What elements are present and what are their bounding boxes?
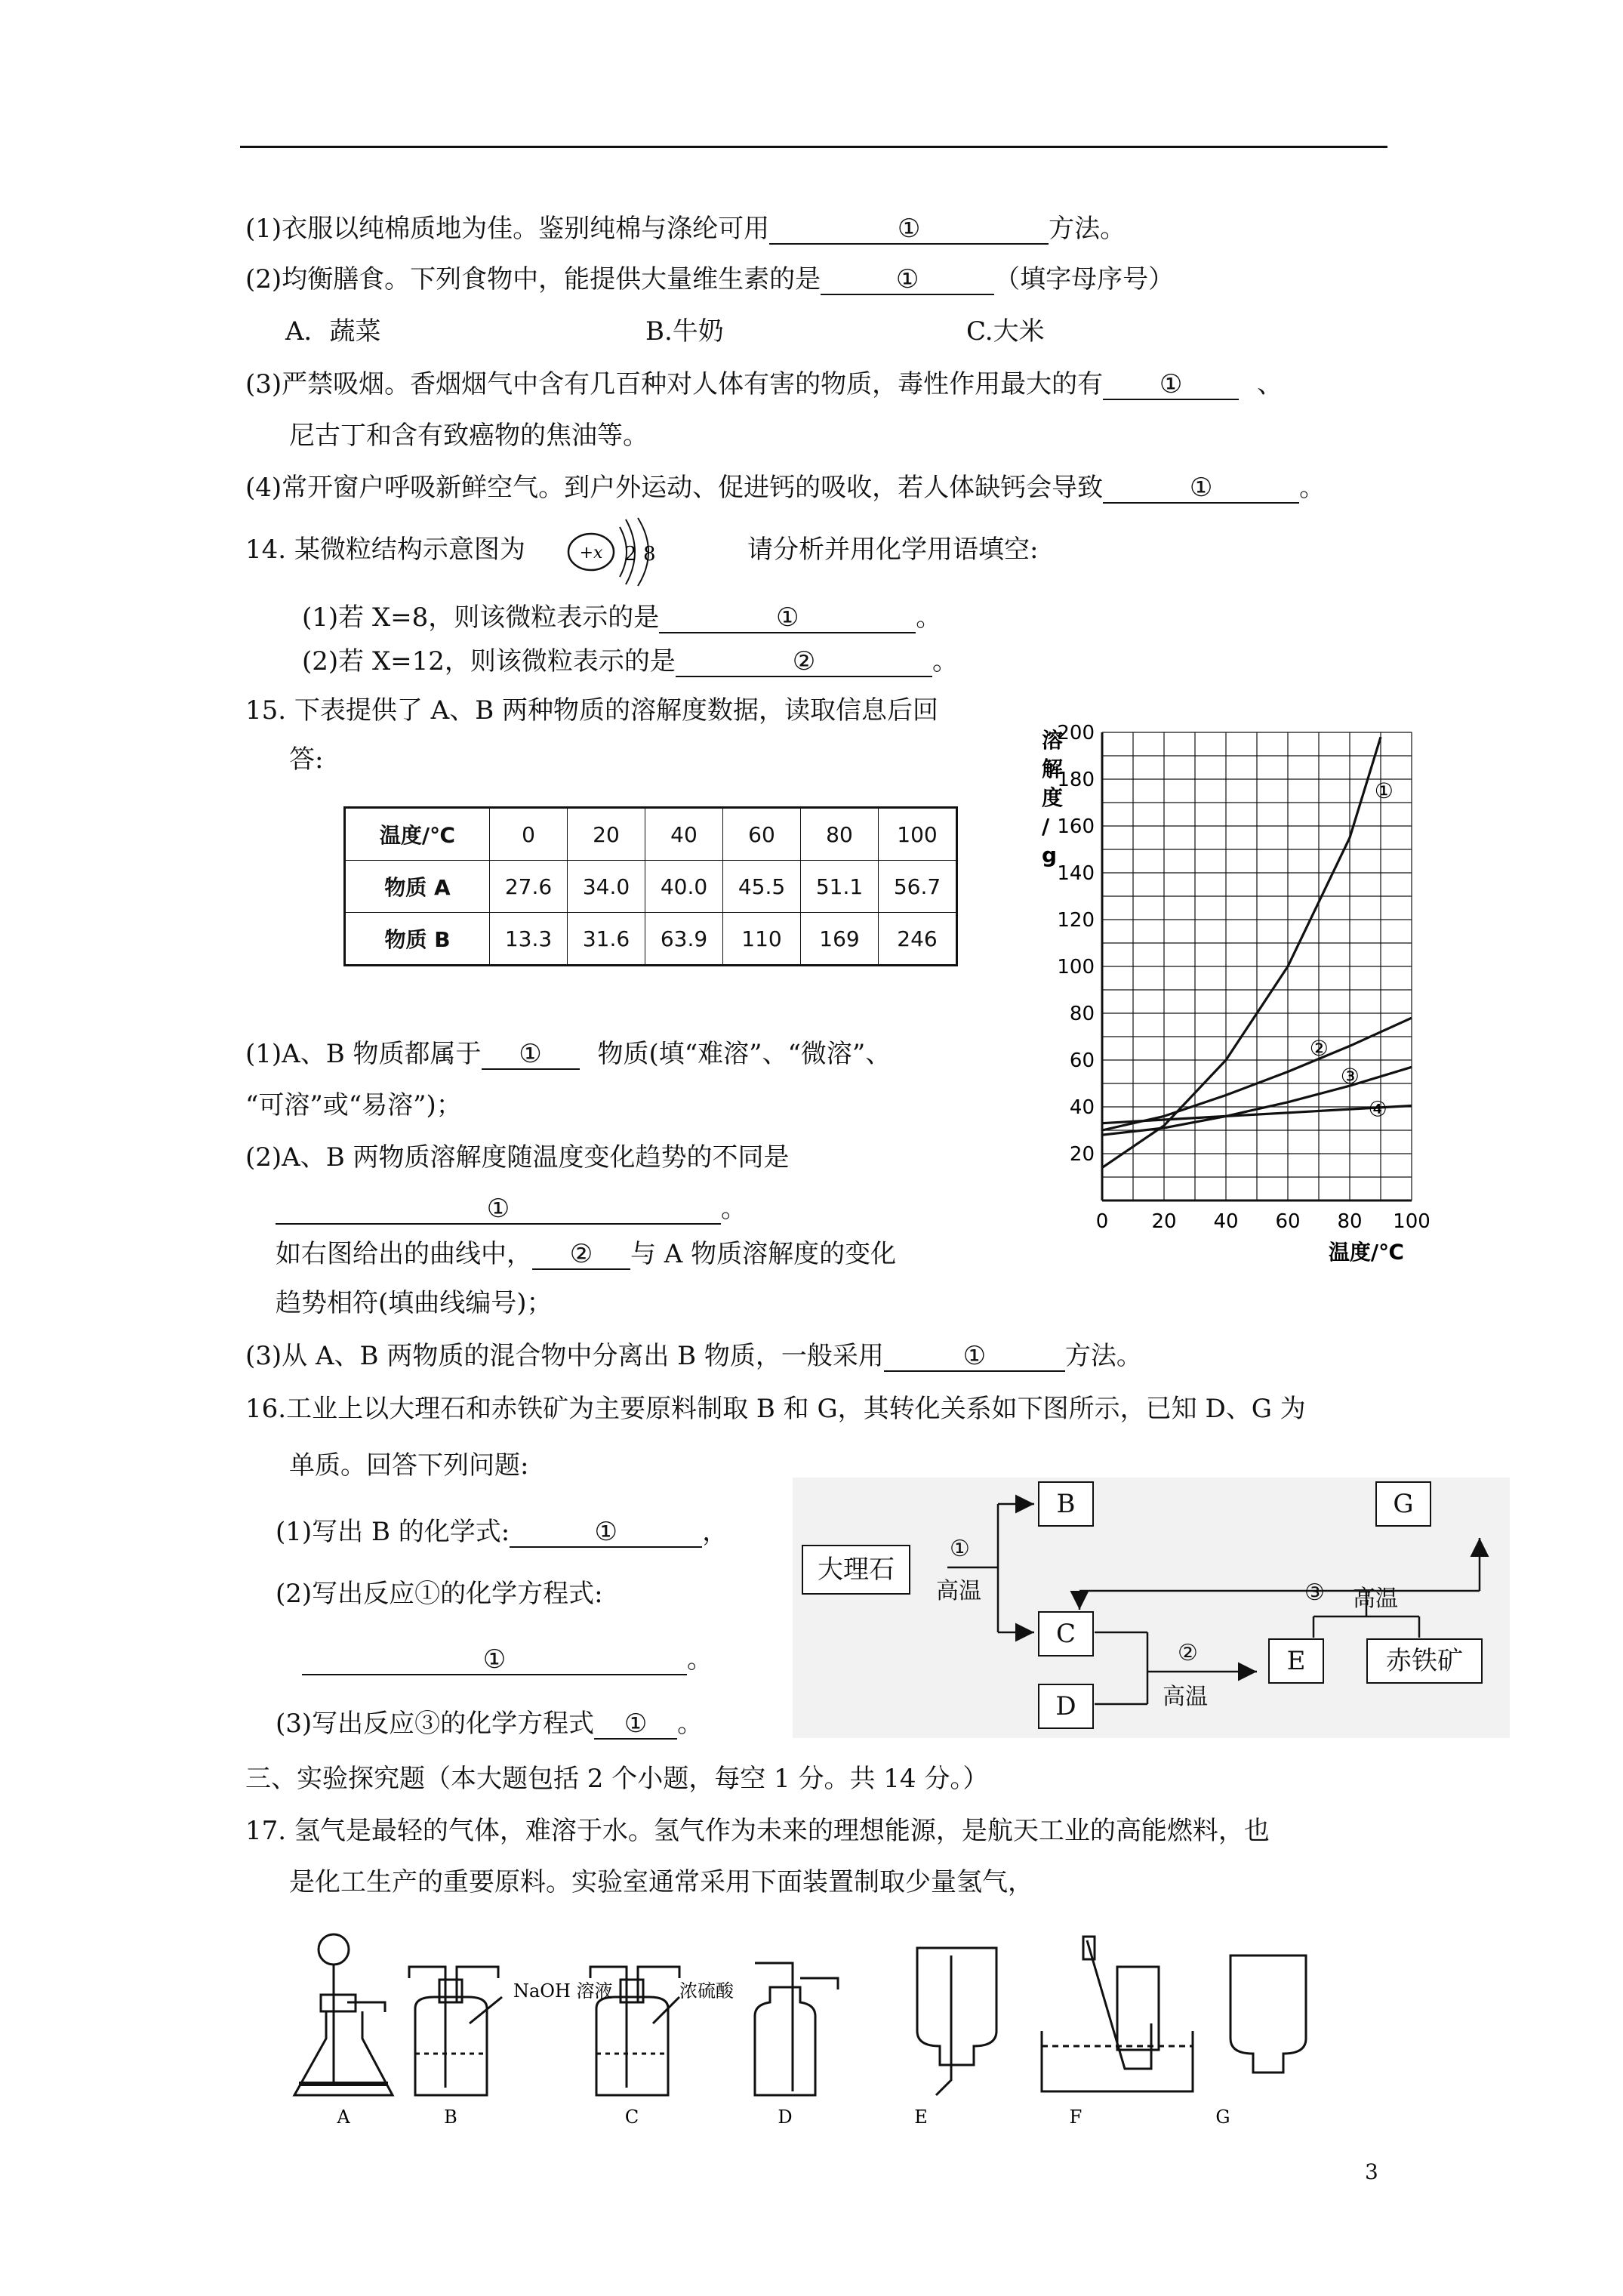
y-tick-label: 200 <box>1057 722 1095 744</box>
answer-blank[interactable]: ① <box>1103 473 1299 504</box>
q17-stem-2: 是化工生产的重要原料。实验室通常采用下面装置制取少量氢气， <box>289 1867 1033 1897</box>
apparatus-label: E <box>914 2106 928 2128</box>
y-axis-label: 解 <box>1042 757 1064 781</box>
option-b: B.牛奶 <box>645 316 724 347</box>
atom-structure-diagram <box>562 510 676 593</box>
x-tick-label: 80 <box>1337 1210 1363 1233</box>
q13-line-4 <box>245 472 1325 504</box>
q15-stem-1: 15. 下表提供了 A、B 两种物质的溶解度数据，读取信息后回 <box>245 695 939 726</box>
q15-p2c: 趋势相符(填曲线编号)； <box>276 1288 553 1318</box>
page-number: 3 <box>1365 2159 1378 2184</box>
q15-p2-blank-line <box>276 1193 747 1225</box>
q16-a1 <box>276 1516 728 1548</box>
q13-line-1 <box>245 213 1126 245</box>
q14-a2-end: 。 <box>932 646 958 676</box>
q13-text-4: (4)常开窗户呼吸新鲜空气。到户外运动、促进钙的吸收，若人体缺钙会导致 <box>245 473 1104 503</box>
q16-a3 <box>276 1708 703 1740</box>
table-cell: 温度/℃ <box>345 808 490 861</box>
table-cell: 20 <box>568 808 645 861</box>
series-line <box>1102 737 1381 1167</box>
x-tick-label: 60 <box>1275 1210 1301 1233</box>
table-cell: 27.6 <box>490 861 568 913</box>
table-cell: 13.3 <box>490 913 568 966</box>
q15-p2b <box>276 1238 896 1270</box>
q13-text-1: (1)衣服以纯棉质地为佳。鉴别纯棉与涤纶可用 <box>245 214 770 244</box>
apparatus-g-icon <box>1230 1955 1306 2073</box>
y-axis-label: g <box>1042 843 1058 868</box>
table-header-row <box>345 808 957 861</box>
apparatus-label: G <box>1215 2106 1230 2128</box>
table-cell: 80 <box>801 808 879 861</box>
q13-text-4-end: 。 <box>1299 473 1326 503</box>
q14-a1 <box>302 602 941 633</box>
table-row <box>345 861 957 913</box>
apparatus-label: B <box>444 2106 457 2128</box>
x-axis-label: 温度/℃ <box>1328 1240 1404 1265</box>
shell-electrons-2: 8 <box>643 543 656 566</box>
nucleus-label: +x <box>579 544 603 562</box>
table-cell: 物质 A <box>345 861 490 913</box>
apparatus-label: F <box>1069 2106 1083 2128</box>
q14-a2 <box>302 646 958 677</box>
table-cell: 246 <box>879 913 957 966</box>
series-label: ③ <box>1340 1064 1360 1089</box>
flow-node-b: B <box>1038 1481 1094 1527</box>
q16-stem-2: 单质。回答下列问题: <box>289 1450 529 1481</box>
x-tick-label: 0 <box>1095 1210 1109 1233</box>
answer-blank[interactable]: ① <box>659 603 916 633</box>
flow-condition-3: 高温 <box>1353 1586 1398 1612</box>
answer-blank[interactable]: ② <box>532 1240 630 1270</box>
apparatus-a-icon <box>294 1934 393 2095</box>
q13-line-3b: 尼古丁和含有致癌物的焦油等。 <box>289 421 648 451</box>
y-tick-label: 140 <box>1057 862 1095 885</box>
flow-node-hematite: 赤铁矿 <box>1366 1638 1483 1684</box>
q16-a1-end: ， <box>702 1517 728 1547</box>
q16-a1-text: (1)写出 B 的化学式: <box>276 1517 510 1547</box>
y-tick-label: 180 <box>1057 769 1095 791</box>
flow-condition-2: 高温 <box>1163 1684 1208 1710</box>
table-cell: 0 <box>490 808 568 861</box>
q14-stem-end: 请分析并用化学用语填空: <box>747 535 1039 565</box>
naoh-label: NaOH 溶液 <box>513 1980 613 2002</box>
q16-a3-end: 。 <box>677 1709 704 1739</box>
table-cell: 45.5 <box>723 861 801 913</box>
q15-p1-text-b: 物质(填“难溶”、“微溶”、 <box>597 1039 892 1069</box>
q15-p3-text: (3)从 A、B 两物质的混合物中分离出 B 物质，一般采用 <box>245 1341 884 1371</box>
flow-node-marble: 大理石 <box>802 1545 910 1595</box>
q13-text-3: (3)严禁吸烟。香烟烟气中含有几百种对人体有害的物质，毒性作用最大的有 <box>245 369 1104 399</box>
flow-reaction-3: ③ <box>1304 1579 1325 1606</box>
table-cell: 100 <box>879 808 957 861</box>
answer-blank[interactable]: ① <box>276 1194 721 1225</box>
q16-a2-end: 。 <box>687 1644 713 1675</box>
table-cell: 63.9 <box>645 913 723 966</box>
flow-reaction-1: ① <box>950 1536 970 1562</box>
answer-blank[interactable]: ① <box>510 1518 702 1548</box>
y-tick-label: 80 <box>1069 1003 1095 1025</box>
table-cell: 51.1 <box>801 861 879 913</box>
q14-a1-text: (1)若 X=8，则该微粒表示的是 <box>302 603 660 633</box>
flow-node-d: D <box>1038 1684 1094 1729</box>
series-label: ④ <box>1368 1096 1387 1122</box>
q13-text-3-end: 、 <box>1257 369 1283 399</box>
solubility-table <box>343 806 958 966</box>
flow-node-g: G <box>1375 1481 1431 1527</box>
table-cell: 31.6 <box>568 913 645 966</box>
x-tick-label: 20 <box>1151 1210 1177 1233</box>
answer-blank[interactable]: ① <box>821 265 994 295</box>
option-a: A．蔬菜 <box>285 316 381 347</box>
apparatus-b-icon <box>409 1967 502 2095</box>
q13-line-2 <box>245 264 1174 295</box>
q16-a3-text: (3)写出反应③的化学方程式 <box>276 1709 595 1739</box>
flow-node-c: C <box>1038 1611 1094 1657</box>
series-label: ① <box>1374 778 1394 803</box>
q16-a2: (2)写出反应①的化学方程式: <box>276 1579 603 1609</box>
q15-p1-text: (1)A、B 物质都属于 <box>245 1039 482 1069</box>
y-tick-label: 20 <box>1069 1143 1095 1166</box>
section-3-heading: 三、实验探究题（本大题包括 2 个小题，每空 1 分。共 14 分。） <box>245 1764 989 1794</box>
answer-blank[interactable]: ① <box>482 1040 580 1070</box>
q15-p2b-text: 如右图给出的曲线中， <box>276 1239 532 1269</box>
apparatus-d-icon <box>755 1963 838 2095</box>
header-rule <box>240 146 1387 148</box>
answer-blank[interactable]: ① <box>1103 370 1239 400</box>
apparatus-label: A <box>337 2106 350 2128</box>
q15-p3 <box>245 1340 1142 1372</box>
table-cell: 物质 B <box>345 913 490 966</box>
y-axis-label: 度 <box>1042 785 1064 810</box>
q15-p1c: “可溶”或“易溶”)； <box>245 1090 462 1120</box>
table-cell: 169 <box>801 913 879 966</box>
table-cell: 56.7 <box>879 861 957 913</box>
y-tick-label: 60 <box>1069 1049 1095 1072</box>
q15-p2-end: 。 <box>721 1194 747 1224</box>
x-tick-label: 100 <box>1393 1210 1431 1233</box>
flow-node-e: E <box>1268 1638 1324 1684</box>
series-label: ② <box>1309 1035 1329 1061</box>
solubility-chart <box>1027 710 1457 1268</box>
answer-blank[interactable]: ① <box>884 1342 1065 1372</box>
table-cell: 40.0 <box>645 861 723 913</box>
table-cell: 34.0 <box>568 861 645 913</box>
h2so4-label: 浓硫酸 <box>679 1980 734 2002</box>
q13-text-2-end: （填字母序号） <box>994 264 1175 294</box>
q15-p2b-end: 与 A 物质溶解度的变化 <box>630 1239 897 1269</box>
q13-line-3 <box>245 368 1283 400</box>
apparatus-label: C <box>624 2106 639 2128</box>
y-tick-label: 120 <box>1057 909 1095 932</box>
answer-blank[interactable]: ① <box>769 214 1049 245</box>
q14-a1-end: 。 <box>916 603 942 633</box>
lab-apparatus-diagram <box>272 1933 1313 2129</box>
flow-reaction-2: ② <box>1178 1640 1198 1666</box>
flow-condition-1: 高温 <box>936 1578 981 1604</box>
q17-stem-1: 17. 氢气是最轻的气体，难溶于水。氢气作为未来的理想能源，是航天工业的高能燃料，也 <box>245 1816 1270 1846</box>
q16-a2-blank-line <box>302 1644 713 1675</box>
q14-a2-text: (2)若 X=12，则该微粒表示的是 <box>302 646 676 676</box>
q15-stem-2: 答: <box>289 744 324 775</box>
shell-electrons-1: 2 <box>624 543 637 566</box>
y-tick-label: 100 <box>1057 956 1095 978</box>
apparatus-label: D <box>778 2106 793 2128</box>
q13-text-1-end: 方法。 <box>1049 214 1126 244</box>
answer-blank[interactable]: ① <box>302 1645 687 1675</box>
apparatus-f-icon <box>1042 1937 1193 2091</box>
apparatus-e-icon <box>917 1948 996 2095</box>
y-axis-label: / <box>1042 814 1050 839</box>
q14-stem: 14. 某微粒结构示意图为 <box>245 535 525 565</box>
table-cell: 40 <box>645 808 723 861</box>
table-row <box>345 913 957 966</box>
x-tick-label: 40 <box>1213 1210 1239 1233</box>
q13-text-2: (2)均衡膳食。下列食物中，能提供大量维生素的是 <box>245 264 821 294</box>
q15-p1 <box>245 1038 891 1070</box>
q16-stem-1: 16.工业上以大理石和赤铁矿为主要原料制取 B 和 G，其转化关系如下图所示，已知 D、G 为 <box>245 1394 1306 1424</box>
answer-blank[interactable]: ② <box>676 647 932 677</box>
y-axis-label: 溶 <box>1042 728 1064 753</box>
q15-p2: (2)A、B 两物质溶解度随温度变化趋势的不同是 <box>245 1142 790 1173</box>
q15-p3-end: 方法。 <box>1064 1341 1142 1371</box>
option-c: C.大米 <box>966 316 1045 347</box>
y-tick-label: 160 <box>1057 815 1095 838</box>
answer-blank[interactable]: ① <box>594 1709 677 1740</box>
table-cell: 110 <box>723 913 801 966</box>
y-tick-label: 40 <box>1069 1096 1095 1119</box>
table-cell: 60 <box>723 808 801 861</box>
